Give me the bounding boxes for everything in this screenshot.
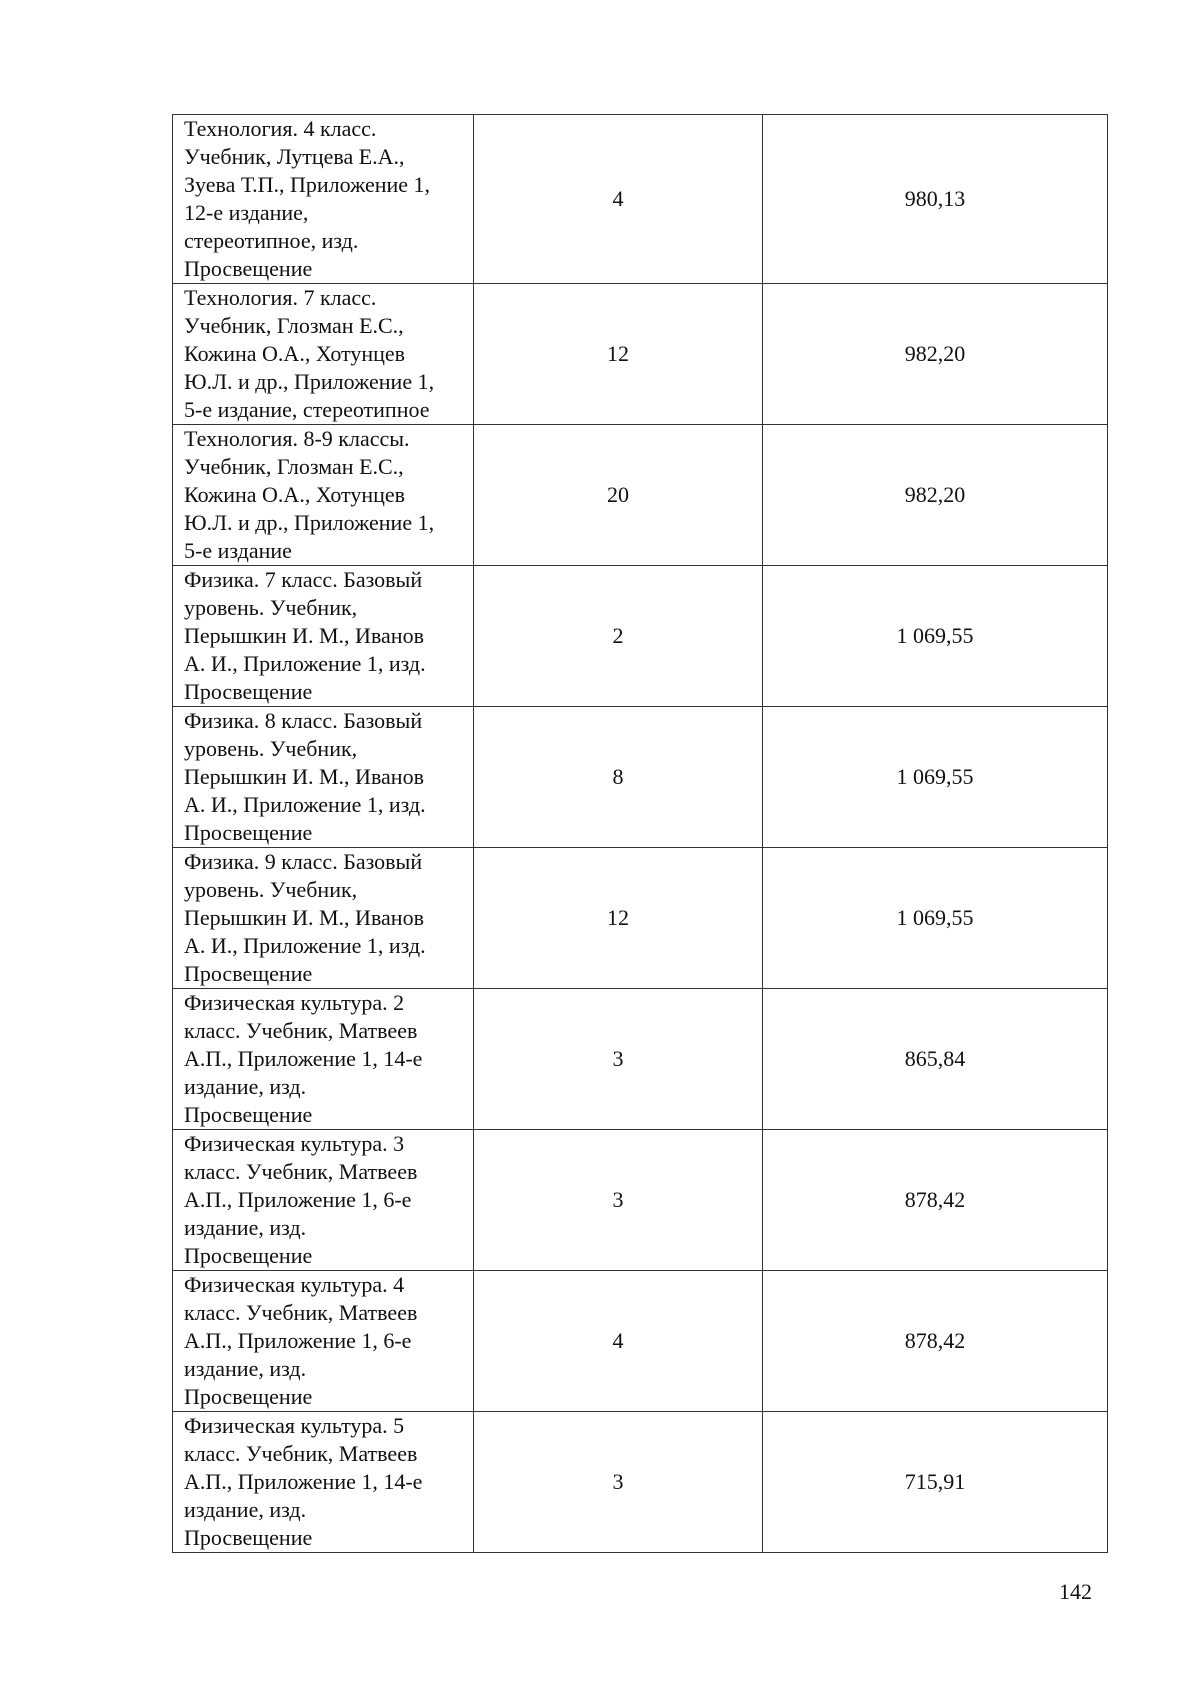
price-cell: 715,91 bbox=[763, 1412, 1108, 1553]
book-title-line: издание, изд. bbox=[184, 1356, 307, 1381]
book-title-line: класс. Учебник, Матвеев bbox=[184, 1300, 418, 1325]
quantity-cell: 8 bbox=[474, 707, 763, 848]
table-body bbox=[173, 115, 1108, 1553]
book-title-line: А.П., Приложение 1, 6-е bbox=[184, 1328, 412, 1353]
book-title-line: 5-е издание, стереотипное bbox=[184, 397, 430, 422]
book-title-line: А. И., Приложение 1, изд. bbox=[184, 933, 426, 958]
book-title-line: Учебник, Лутцева Е.А., bbox=[184, 144, 405, 169]
table-row bbox=[173, 848, 1108, 989]
price-cell: 1 069,55 bbox=[763, 848, 1108, 989]
book-title-cell bbox=[173, 1271, 474, 1412]
quantity-cell: 12 bbox=[474, 848, 763, 989]
table-row bbox=[173, 1412, 1108, 1553]
textbook-table bbox=[172, 114, 1108, 1553]
book-title-line: Просвещение bbox=[184, 820, 313, 845]
book-title-line: Ю.Л. и др., Приложение 1, bbox=[184, 510, 435, 535]
book-title-line: А.П., Приложение 1, 6-е bbox=[184, 1187, 412, 1212]
table-row bbox=[173, 425, 1108, 566]
book-title-line: Физическая культура. 3 bbox=[184, 1131, 405, 1156]
book-title-line: Просвещение bbox=[184, 961, 313, 986]
book-title-line: класс. Учебник, Матвеев bbox=[184, 1441, 418, 1466]
book-title-line: Физика. 8 класс. Базовый bbox=[184, 708, 423, 733]
quantity-cell: 2 bbox=[474, 566, 763, 707]
table-row bbox=[173, 115, 1108, 284]
book-title-cell bbox=[173, 1412, 474, 1553]
quantity-cell: 3 bbox=[474, 989, 763, 1130]
book-title-line: класс. Учебник, Матвеев bbox=[184, 1159, 418, 1184]
price-cell: 982,20 bbox=[763, 425, 1108, 566]
book-title-line: Просвещение bbox=[184, 1243, 313, 1268]
book-title-line: Просвещение bbox=[184, 1525, 313, 1550]
price-cell: 865,84 bbox=[763, 989, 1108, 1130]
book-title-line: Просвещение bbox=[184, 1102, 313, 1127]
book-title-line: Технология. 7 класс. bbox=[184, 285, 377, 310]
book-title-line: Зуева Т.П., Приложение 1, bbox=[184, 172, 431, 197]
book-title-line: класс. Учебник, Матвеев bbox=[184, 1018, 418, 1043]
table-row bbox=[173, 989, 1108, 1130]
book-title-line: уровень. Учебник, bbox=[184, 736, 358, 761]
price-cell: 980,13 bbox=[763, 115, 1108, 284]
table-row bbox=[173, 566, 1108, 707]
book-title-line: Ю.Л. и др., Приложение 1, bbox=[184, 369, 435, 394]
quantity-cell: 4 bbox=[474, 1271, 763, 1412]
price-cell: 1 069,55 bbox=[763, 566, 1108, 707]
book-title-line: Физика. 7 класс. Базовый bbox=[184, 567, 423, 592]
book-title-line: Технология. 8-9 классы. bbox=[184, 426, 410, 451]
book-title-line: Физическая культура. 5 bbox=[184, 1413, 405, 1438]
book-title-cell bbox=[173, 284, 474, 425]
table-row bbox=[173, 707, 1108, 848]
book-title-line: Физическая культура. 2 bbox=[184, 990, 405, 1015]
price-cell: 878,42 bbox=[763, 1271, 1108, 1412]
book-title-cell bbox=[173, 425, 474, 566]
book-title-line: Просвещение bbox=[184, 256, 313, 281]
table-row bbox=[173, 1130, 1108, 1271]
book-title-line: 5-е издание bbox=[184, 538, 292, 563]
page-number: 142 bbox=[1059, 1579, 1092, 1604]
book-title-line: издание, изд. bbox=[184, 1074, 307, 1099]
price-cell: 982,20 bbox=[763, 284, 1108, 425]
quantity-cell: 3 bbox=[474, 1412, 763, 1553]
table-row bbox=[173, 1271, 1108, 1412]
book-title-cell bbox=[173, 707, 474, 848]
book-title-cell bbox=[173, 115, 474, 284]
book-title-line: уровень. Учебник, bbox=[184, 595, 358, 620]
book-title-line: 12-е издание, bbox=[184, 200, 309, 225]
book-title-line: издание, изд. bbox=[184, 1215, 307, 1240]
book-title-cell bbox=[173, 566, 474, 707]
book-title-line: Перышкин И. М., Иванов bbox=[184, 905, 424, 930]
quantity-cell: 3 bbox=[474, 1130, 763, 1271]
book-title-line: Технология. 4 класс. bbox=[184, 116, 377, 141]
quantity-cell: 20 bbox=[474, 425, 763, 566]
book-title-line: А. И., Приложение 1, изд. bbox=[184, 651, 426, 676]
price-cell: 1 069,55 bbox=[763, 707, 1108, 848]
book-title-line: А.П., Приложение 1, 14-е bbox=[184, 1046, 423, 1071]
book-title-line: Физическая культура. 4 bbox=[184, 1272, 405, 1297]
book-title-line: Перышкин И. М., Иванов bbox=[184, 623, 424, 648]
quantity-cell: 4 bbox=[474, 115, 763, 284]
price-cell: 878,42 bbox=[763, 1130, 1108, 1271]
book-title-line: Учебник, Глозман Е.С., bbox=[184, 454, 404, 479]
book-title-line: Учебник, Глозман Е.С., bbox=[184, 313, 404, 338]
book-title-line: А. И., Приложение 1, изд. bbox=[184, 792, 426, 817]
table-row bbox=[173, 284, 1108, 425]
book-title-line: Кожина О.А., Хотунцев bbox=[184, 341, 406, 366]
book-title-cell bbox=[173, 989, 474, 1130]
book-title-line: Кожина О.А., Хотунцев bbox=[184, 482, 406, 507]
quantity-cell: 12 bbox=[474, 284, 763, 425]
book-title-line: уровень. Учебник, bbox=[184, 877, 358, 902]
book-title-line: Просвещение bbox=[184, 1384, 313, 1409]
book-title-line: издание, изд. bbox=[184, 1497, 307, 1522]
book-title-line: Просвещение bbox=[184, 679, 313, 704]
book-title-cell bbox=[173, 848, 474, 989]
book-title-line: Физика. 9 класс. Базовый bbox=[184, 849, 423, 874]
book-title-line: Перышкин И. М., Иванов bbox=[184, 764, 424, 789]
book-title-line: стереотипное, изд. bbox=[184, 228, 359, 253]
book-title-line: А.П., Приложение 1, 14-е bbox=[184, 1469, 423, 1494]
book-title-cell bbox=[173, 1130, 474, 1271]
